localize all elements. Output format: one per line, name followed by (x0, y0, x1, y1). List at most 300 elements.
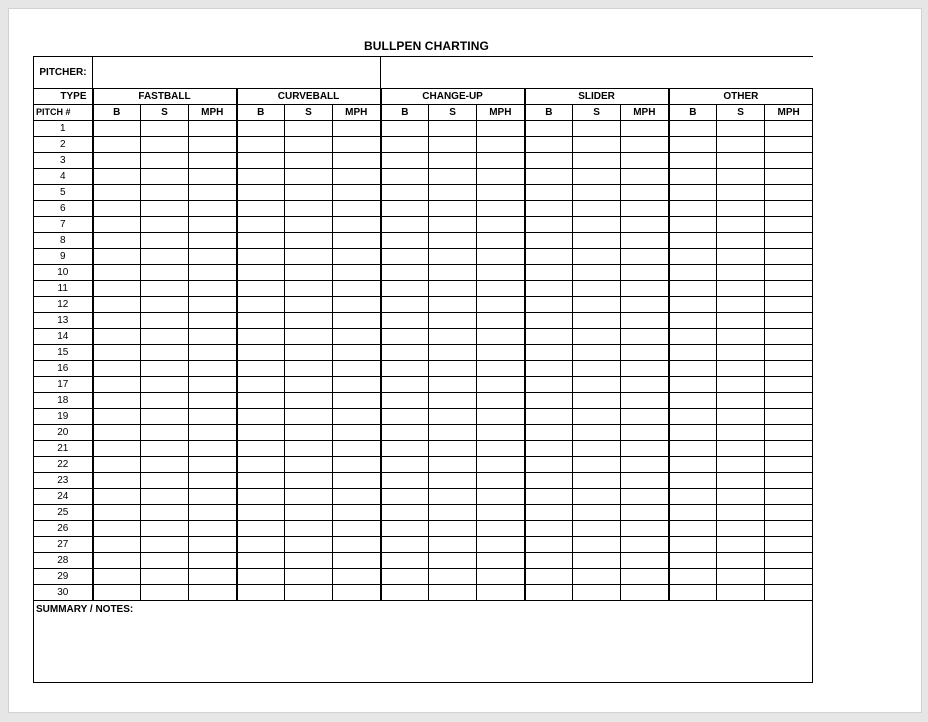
curveball-s-cell[interactable] (285, 505, 333, 521)
slider-b-cell[interactable] (525, 153, 573, 169)
fastball-s-cell[interactable] (141, 233, 189, 249)
curveball-b-cell[interactable] (237, 361, 285, 377)
slider-s-cell[interactable] (573, 217, 621, 233)
slider-mph-cell[interactable] (621, 297, 669, 313)
fastball-b-cell[interactable] (93, 553, 141, 569)
change-up-s-cell[interactable] (429, 377, 477, 393)
slider-mph-cell[interactable] (621, 281, 669, 297)
other-s-cell[interactable] (717, 409, 765, 425)
fastball-b-cell[interactable] (93, 521, 141, 537)
other-mph-cell[interactable] (765, 585, 813, 601)
curveball-b-cell[interactable] (237, 297, 285, 313)
other-mph-cell[interactable] (765, 489, 813, 505)
slider-b-cell[interactable] (525, 169, 573, 185)
other-mph-cell[interactable] (765, 121, 813, 137)
other-mph-cell[interactable] (765, 569, 813, 585)
fastball-s-cell[interactable] (141, 297, 189, 313)
slider-s-cell[interactable] (573, 361, 621, 377)
fastball-s-cell[interactable] (141, 457, 189, 473)
fastball-b-cell[interactable] (93, 441, 141, 457)
change-up-s-cell[interactable] (429, 553, 477, 569)
change-up-b-cell[interactable] (381, 377, 429, 393)
fastball-mph-cell[interactable] (189, 297, 237, 313)
fastball-mph-cell[interactable] (189, 185, 237, 201)
other-mph-cell[interactable] (765, 265, 813, 281)
change-up-b-cell[interactable] (381, 265, 429, 281)
other-mph-cell[interactable] (765, 217, 813, 233)
curveball-s-cell[interactable] (285, 553, 333, 569)
curveball-mph-cell[interactable] (333, 441, 381, 457)
fastball-s-cell[interactable] (141, 505, 189, 521)
fastball-b-cell[interactable] (93, 409, 141, 425)
change-up-s-cell[interactable] (429, 473, 477, 489)
pitcher-name-field[interactable] (93, 57, 381, 89)
curveball-mph-cell[interactable] (333, 521, 381, 537)
other-s-cell[interactable] (717, 249, 765, 265)
fastball-mph-cell[interactable] (189, 233, 237, 249)
fastball-b-cell[interactable] (93, 489, 141, 505)
change-up-mph-cell[interactable] (477, 345, 525, 361)
other-b-cell[interactable] (669, 329, 717, 345)
fastball-mph-cell[interactable] (189, 361, 237, 377)
fastball-b-cell[interactable] (93, 569, 141, 585)
change-up-b-cell[interactable] (381, 249, 429, 265)
other-b-cell[interactable] (669, 425, 717, 441)
other-b-cell[interactable] (669, 345, 717, 361)
slider-b-cell[interactable] (525, 457, 573, 473)
slider-s-cell[interactable] (573, 345, 621, 361)
other-mph-cell[interactable] (765, 313, 813, 329)
slider-mph-cell[interactable] (621, 393, 669, 409)
slider-mph-cell[interactable] (621, 265, 669, 281)
fastball-s-cell[interactable] (141, 377, 189, 393)
other-mph-cell[interactable] (765, 441, 813, 457)
change-up-mph-cell[interactable] (477, 297, 525, 313)
other-b-cell[interactable] (669, 537, 717, 553)
fastball-b-cell[interactable] (93, 281, 141, 297)
curveball-mph-cell[interactable] (333, 409, 381, 425)
other-s-cell[interactable] (717, 121, 765, 137)
slider-mph-cell[interactable] (621, 121, 669, 137)
change-up-mph-cell[interactable] (477, 281, 525, 297)
slider-mph-cell[interactable] (621, 457, 669, 473)
other-b-cell[interactable] (669, 569, 717, 585)
change-up-mph-cell[interactable] (477, 137, 525, 153)
change-up-b-cell[interactable] (381, 297, 429, 313)
change-up-mph-cell[interactable] (477, 409, 525, 425)
slider-b-cell[interactable] (525, 217, 573, 233)
fastball-s-cell[interactable] (141, 185, 189, 201)
slider-mph-cell[interactable] (621, 201, 669, 217)
curveball-s-cell[interactable] (285, 585, 333, 601)
curveball-s-cell[interactable] (285, 361, 333, 377)
curveball-b-cell[interactable] (237, 393, 285, 409)
change-up-s-cell[interactable] (429, 425, 477, 441)
fastball-s-cell[interactable] (141, 569, 189, 585)
change-up-s-cell[interactable] (429, 537, 477, 553)
change-up-s-cell[interactable] (429, 505, 477, 521)
fastball-s-cell[interactable] (141, 393, 189, 409)
change-up-s-cell[interactable] (429, 153, 477, 169)
other-mph-cell[interactable] (765, 377, 813, 393)
fastball-mph-cell[interactable] (189, 281, 237, 297)
change-up-s-cell[interactable] (429, 281, 477, 297)
fastball-s-cell[interactable] (141, 153, 189, 169)
fastball-s-cell[interactable] (141, 585, 189, 601)
change-up-s-cell[interactable] (429, 121, 477, 137)
curveball-s-cell[interactable] (285, 457, 333, 473)
change-up-s-cell[interactable] (429, 361, 477, 377)
change-up-mph-cell[interactable] (477, 457, 525, 473)
other-mph-cell[interactable] (765, 521, 813, 537)
curveball-mph-cell[interactable] (333, 217, 381, 233)
change-up-mph-cell[interactable] (477, 265, 525, 281)
slider-b-cell[interactable] (525, 441, 573, 457)
curveball-s-cell[interactable] (285, 169, 333, 185)
other-b-cell[interactable] (669, 281, 717, 297)
slider-b-cell[interactable] (525, 313, 573, 329)
fastball-mph-cell[interactable] (189, 329, 237, 345)
other-mph-cell[interactable] (765, 409, 813, 425)
change-up-b-cell[interactable] (381, 153, 429, 169)
change-up-s-cell[interactable] (429, 265, 477, 281)
change-up-s-cell[interactable] (429, 393, 477, 409)
change-up-b-cell[interactable] (381, 121, 429, 137)
other-b-cell[interactable] (669, 473, 717, 489)
curveball-mph-cell[interactable] (333, 137, 381, 153)
fastball-s-cell[interactable] (141, 345, 189, 361)
fastball-s-cell[interactable] (141, 313, 189, 329)
other-mph-cell[interactable] (765, 249, 813, 265)
other-s-cell[interactable] (717, 441, 765, 457)
slider-b-cell[interactable] (525, 473, 573, 489)
curveball-mph-cell[interactable] (333, 249, 381, 265)
fastball-b-cell[interactable] (93, 249, 141, 265)
change-up-s-cell[interactable] (429, 185, 477, 201)
curveball-mph-cell[interactable] (333, 505, 381, 521)
change-up-mph-cell[interactable] (477, 121, 525, 137)
slider-b-cell[interactable] (525, 377, 573, 393)
slider-mph-cell[interactable] (621, 425, 669, 441)
change-up-s-cell[interactable] (429, 249, 477, 265)
change-up-s-cell[interactable] (429, 489, 477, 505)
fastball-mph-cell[interactable] (189, 217, 237, 233)
change-up-b-cell[interactable] (381, 313, 429, 329)
slider-mph-cell[interactable] (621, 329, 669, 345)
slider-s-cell[interactable] (573, 569, 621, 585)
curveball-mph-cell[interactable] (333, 457, 381, 473)
fastball-mph-cell[interactable] (189, 553, 237, 569)
other-s-cell[interactable] (717, 265, 765, 281)
curveball-mph-cell[interactable] (333, 473, 381, 489)
change-up-b-cell[interactable] (381, 329, 429, 345)
other-mph-cell[interactable] (765, 393, 813, 409)
fastball-s-cell[interactable] (141, 169, 189, 185)
fastball-b-cell[interactable] (93, 457, 141, 473)
fastball-b-cell[interactable] (93, 393, 141, 409)
fastball-b-cell[interactable] (93, 537, 141, 553)
fastball-b-cell[interactable] (93, 585, 141, 601)
slider-b-cell[interactable] (525, 185, 573, 201)
fastball-mph-cell[interactable] (189, 505, 237, 521)
slider-mph-cell[interactable] (621, 233, 669, 249)
change-up-mph-cell[interactable] (477, 377, 525, 393)
curveball-mph-cell[interactable] (333, 281, 381, 297)
slider-mph-cell[interactable] (621, 249, 669, 265)
other-s-cell[interactable] (717, 489, 765, 505)
fastball-b-cell[interactable] (93, 137, 141, 153)
curveball-b-cell[interactable] (237, 585, 285, 601)
other-mph-cell[interactable] (765, 185, 813, 201)
curveball-mph-cell[interactable] (333, 345, 381, 361)
other-b-cell[interactable] (669, 121, 717, 137)
slider-s-cell[interactable] (573, 473, 621, 489)
change-up-mph-cell[interactable] (477, 441, 525, 457)
curveball-s-cell[interactable] (285, 537, 333, 553)
curveball-mph-cell[interactable] (333, 537, 381, 553)
change-up-s-cell[interactable] (429, 441, 477, 457)
fastball-s-cell[interactable] (141, 441, 189, 457)
slider-s-cell[interactable] (573, 313, 621, 329)
other-s-cell[interactable] (717, 553, 765, 569)
slider-s-cell[interactable] (573, 265, 621, 281)
change-up-mph-cell[interactable] (477, 521, 525, 537)
fastball-b-cell[interactable] (93, 329, 141, 345)
other-s-cell[interactable] (717, 185, 765, 201)
curveball-b-cell[interactable] (237, 201, 285, 217)
slider-s-cell[interactable] (573, 409, 621, 425)
slider-b-cell[interactable] (525, 537, 573, 553)
change-up-b-cell[interactable] (381, 185, 429, 201)
pitcher-extra-field[interactable] (381, 57, 813, 89)
change-up-mph-cell[interactable] (477, 393, 525, 409)
change-up-s-cell[interactable] (429, 217, 477, 233)
other-b-cell[interactable] (669, 169, 717, 185)
other-s-cell[interactable] (717, 537, 765, 553)
fastball-mph-cell[interactable] (189, 153, 237, 169)
curveball-b-cell[interactable] (237, 441, 285, 457)
other-s-cell[interactable] (717, 153, 765, 169)
slider-mph-cell[interactable] (621, 345, 669, 361)
slider-b-cell[interactable] (525, 569, 573, 585)
slider-s-cell[interactable] (573, 553, 621, 569)
other-b-cell[interactable] (669, 185, 717, 201)
curveball-s-cell[interactable] (285, 393, 333, 409)
other-b-cell[interactable] (669, 265, 717, 281)
fastball-s-cell[interactable] (141, 201, 189, 217)
slider-mph-cell[interactable] (621, 153, 669, 169)
slider-s-cell[interactable] (573, 201, 621, 217)
fastball-mph-cell[interactable] (189, 345, 237, 361)
fastball-b-cell[interactable] (93, 313, 141, 329)
slider-b-cell[interactable] (525, 345, 573, 361)
other-s-cell[interactable] (717, 329, 765, 345)
fastball-b-cell[interactable] (93, 377, 141, 393)
slider-mph-cell[interactable] (621, 505, 669, 521)
other-b-cell[interactable] (669, 297, 717, 313)
other-mph-cell[interactable] (765, 505, 813, 521)
fastball-s-cell[interactable] (141, 265, 189, 281)
change-up-s-cell[interactable] (429, 137, 477, 153)
change-up-b-cell[interactable] (381, 217, 429, 233)
slider-mph-cell[interactable] (621, 473, 669, 489)
slider-s-cell[interactable] (573, 489, 621, 505)
curveball-b-cell[interactable] (237, 137, 285, 153)
curveball-s-cell[interactable] (285, 489, 333, 505)
change-up-s-cell[interactable] (429, 313, 477, 329)
slider-s-cell[interactable] (573, 249, 621, 265)
change-up-mph-cell[interactable] (477, 361, 525, 377)
change-up-b-cell[interactable] (381, 473, 429, 489)
fastball-mph-cell[interactable] (189, 249, 237, 265)
fastball-b-cell[interactable] (93, 425, 141, 441)
change-up-b-cell[interactable] (381, 201, 429, 217)
other-s-cell[interactable] (717, 393, 765, 409)
curveball-s-cell[interactable] (285, 137, 333, 153)
fastball-s-cell[interactable] (141, 217, 189, 233)
other-b-cell[interactable] (669, 233, 717, 249)
slider-b-cell[interactable] (525, 553, 573, 569)
change-up-b-cell[interactable] (381, 361, 429, 377)
fastball-s-cell[interactable] (141, 425, 189, 441)
slider-s-cell[interactable] (573, 169, 621, 185)
slider-b-cell[interactable] (525, 121, 573, 137)
fastball-b-cell[interactable] (93, 345, 141, 361)
change-up-b-cell[interactable] (381, 137, 429, 153)
slider-mph-cell[interactable] (621, 377, 669, 393)
slider-mph-cell[interactable] (621, 553, 669, 569)
slider-mph-cell[interactable] (621, 169, 669, 185)
change-up-b-cell[interactable] (381, 233, 429, 249)
other-b-cell[interactable] (669, 313, 717, 329)
change-up-b-cell[interactable] (381, 393, 429, 409)
slider-b-cell[interactable] (525, 281, 573, 297)
other-mph-cell[interactable] (765, 169, 813, 185)
slider-s-cell[interactable] (573, 377, 621, 393)
other-mph-cell[interactable] (765, 473, 813, 489)
other-mph-cell[interactable] (765, 153, 813, 169)
other-s-cell[interactable] (717, 233, 765, 249)
curveball-s-cell[interactable] (285, 153, 333, 169)
curveball-b-cell[interactable] (237, 377, 285, 393)
change-up-b-cell[interactable] (381, 345, 429, 361)
curveball-s-cell[interactable] (285, 121, 333, 137)
slider-b-cell[interactable] (525, 249, 573, 265)
change-up-b-cell[interactable] (381, 521, 429, 537)
slider-s-cell[interactable] (573, 297, 621, 313)
fastball-mph-cell[interactable] (189, 585, 237, 601)
slider-b-cell[interactable] (525, 297, 573, 313)
other-s-cell[interactable] (717, 505, 765, 521)
curveball-b-cell[interactable] (237, 553, 285, 569)
change-up-b-cell[interactable] (381, 169, 429, 185)
curveball-b-cell[interactable] (237, 473, 285, 489)
slider-b-cell[interactable] (525, 585, 573, 601)
fastball-s-cell[interactable] (141, 473, 189, 489)
curveball-mph-cell[interactable] (333, 265, 381, 281)
curveball-b-cell[interactable] (237, 521, 285, 537)
curveball-b-cell[interactable] (237, 121, 285, 137)
fastball-b-cell[interactable] (93, 201, 141, 217)
curveball-b-cell[interactable] (237, 233, 285, 249)
other-mph-cell[interactable] (765, 425, 813, 441)
curveball-s-cell[interactable] (285, 377, 333, 393)
curveball-s-cell[interactable] (285, 441, 333, 457)
curveball-s-cell[interactable] (285, 217, 333, 233)
fastball-b-cell[interactable] (93, 297, 141, 313)
other-b-cell[interactable] (669, 585, 717, 601)
change-up-b-cell[interactable] (381, 505, 429, 521)
curveball-mph-cell[interactable] (333, 121, 381, 137)
curveball-b-cell[interactable] (237, 217, 285, 233)
other-mph-cell[interactable] (765, 297, 813, 313)
other-s-cell[interactable] (717, 361, 765, 377)
fastball-mph-cell[interactable] (189, 121, 237, 137)
slider-b-cell[interactable] (525, 329, 573, 345)
change-up-b-cell[interactable] (381, 441, 429, 457)
fastball-b-cell[interactable] (93, 265, 141, 281)
summary-notes-field[interactable]: SUMMARY / NOTES: (34, 601, 813, 683)
change-up-s-cell[interactable] (429, 233, 477, 249)
fastball-s-cell[interactable] (141, 121, 189, 137)
fastball-b-cell[interactable] (93, 121, 141, 137)
slider-b-cell[interactable] (525, 521, 573, 537)
other-mph-cell[interactable] (765, 553, 813, 569)
other-mph-cell[interactable] (765, 457, 813, 473)
curveball-s-cell[interactable] (285, 521, 333, 537)
change-up-mph-cell[interactable] (477, 537, 525, 553)
curveball-b-cell[interactable] (237, 457, 285, 473)
other-b-cell[interactable] (669, 393, 717, 409)
change-up-mph-cell[interactable] (477, 153, 525, 169)
curveball-s-cell[interactable] (285, 569, 333, 585)
curveball-mph-cell[interactable] (333, 585, 381, 601)
other-s-cell[interactable] (717, 281, 765, 297)
other-mph-cell[interactable] (765, 361, 813, 377)
curveball-b-cell[interactable] (237, 313, 285, 329)
slider-b-cell[interactable] (525, 505, 573, 521)
curveball-mph-cell[interactable] (333, 297, 381, 313)
curveball-mph-cell[interactable] (333, 153, 381, 169)
other-mph-cell[interactable] (765, 345, 813, 361)
curveball-b-cell[interactable] (237, 345, 285, 361)
change-up-s-cell[interactable] (429, 585, 477, 601)
curveball-b-cell[interactable] (237, 505, 285, 521)
curveball-mph-cell[interactable] (333, 185, 381, 201)
fastball-mph-cell[interactable] (189, 457, 237, 473)
change-up-mph-cell[interactable] (477, 505, 525, 521)
fastball-mph-cell[interactable] (189, 409, 237, 425)
other-s-cell[interactable] (717, 137, 765, 153)
fastball-mph-cell[interactable] (189, 265, 237, 281)
other-b-cell[interactable] (669, 441, 717, 457)
slider-s-cell[interactable] (573, 441, 621, 457)
slider-s-cell[interactable] (573, 521, 621, 537)
slider-s-cell[interactable] (573, 281, 621, 297)
other-s-cell[interactable] (717, 569, 765, 585)
change-up-b-cell[interactable] (381, 537, 429, 553)
slider-s-cell[interactable] (573, 137, 621, 153)
fastball-mph-cell[interactable] (189, 313, 237, 329)
slider-mph-cell[interactable] (621, 137, 669, 153)
curveball-s-cell[interactable] (285, 249, 333, 265)
fastball-mph-cell[interactable] (189, 489, 237, 505)
other-s-cell[interactable] (717, 457, 765, 473)
other-s-cell[interactable] (717, 297, 765, 313)
curveball-mph-cell[interactable] (333, 425, 381, 441)
slider-s-cell[interactable] (573, 505, 621, 521)
curveball-mph-cell[interactable] (333, 553, 381, 569)
